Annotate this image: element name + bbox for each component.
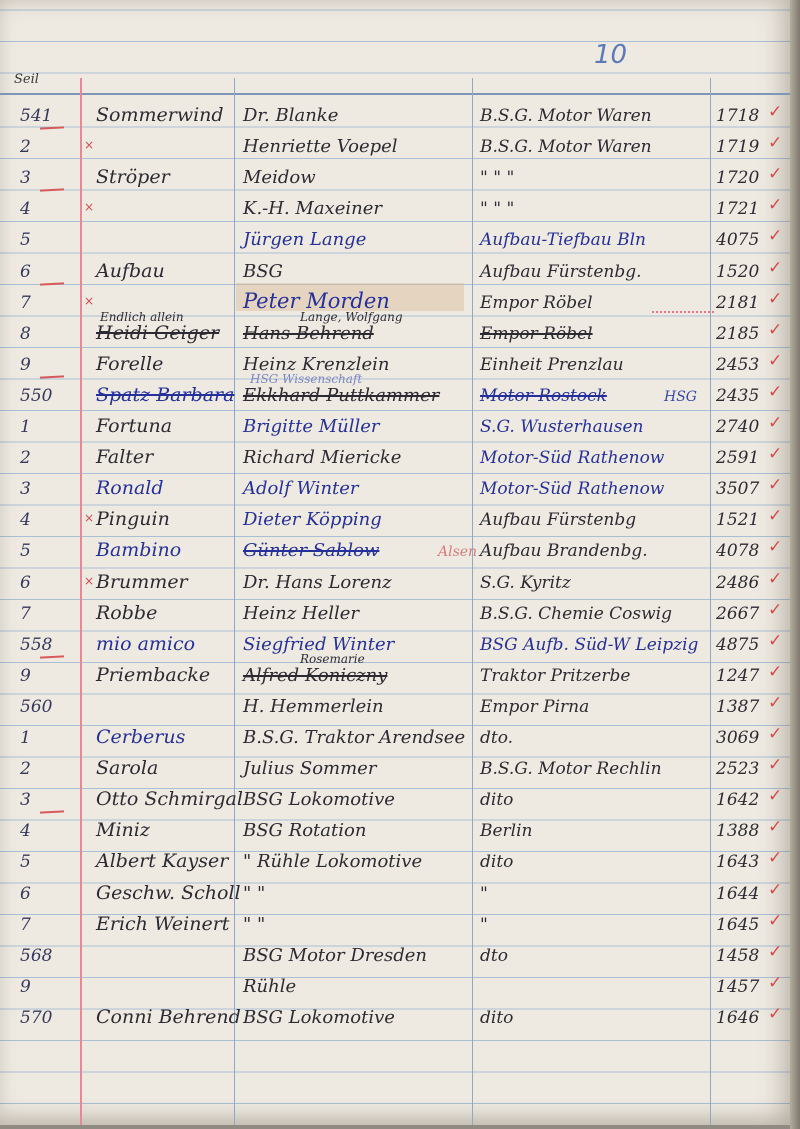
owner-name: Günter Sablow bbox=[243, 540, 380, 562]
row-number: 8 bbox=[20, 323, 31, 344]
row-number: 568 bbox=[20, 945, 53, 966]
check-mark-icon: ✓ bbox=[768, 848, 783, 869]
row-number: 1 bbox=[20, 417, 31, 437]
row-number: 7 bbox=[20, 914, 31, 935]
owner-name: BSG Lokomotive bbox=[243, 789, 395, 811]
table-row bbox=[0, 533, 790, 563]
club-name: S.G. Kyritz bbox=[480, 572, 571, 593]
club-name: " " " bbox=[480, 199, 515, 220]
check-mark-icon: ✓ bbox=[768, 630, 783, 651]
registration-number: 2453 bbox=[716, 354, 760, 375]
club-name: Berlin bbox=[480, 821, 533, 842]
row-number: 7 bbox=[20, 292, 31, 313]
boat-name: Fortuna bbox=[96, 415, 173, 437]
boat-name: Aufbau bbox=[96, 259, 165, 282]
row-number: 550 bbox=[20, 385, 53, 406]
table-row bbox=[0, 191, 790, 221]
owner-name: Meidow bbox=[243, 167, 316, 189]
owner-name-correction: Rosemarie bbox=[300, 651, 365, 666]
owner-name: BSG Rotation bbox=[243, 820, 367, 842]
boat-name: Cerberus bbox=[96, 726, 186, 748]
registration-number: 1457 bbox=[716, 976, 760, 997]
table-row bbox=[0, 969, 790, 999]
registration-number: 1642 bbox=[716, 790, 760, 811]
owner-name: Alfred Koniczny bbox=[243, 664, 388, 686]
boat-name: Ströper bbox=[96, 166, 170, 189]
check-mark-icon: ✓ bbox=[768, 910, 783, 931]
table-row bbox=[0, 876, 790, 906]
owner-name: Heinz Heller bbox=[243, 602, 360, 624]
club-name: B.S.G. Motor Waren bbox=[480, 106, 652, 126]
registration-number: 1520 bbox=[716, 261, 760, 282]
owner-name: Julius Sommer bbox=[243, 758, 377, 780]
boat-name: Sommerwind bbox=[96, 104, 224, 126]
table-row bbox=[0, 1000, 790, 1030]
club-name: dto. bbox=[480, 728, 514, 748]
row-number: 2 bbox=[20, 759, 31, 780]
club-name: " bbox=[480, 914, 488, 935]
registration-number: 2523 bbox=[716, 759, 760, 780]
registration-number: 1388 bbox=[716, 821, 760, 842]
owner-name: Dr. Hans Lorenz bbox=[243, 571, 392, 593]
boat-name: Brummer bbox=[96, 570, 188, 593]
owner-name: Dr. Blanke bbox=[243, 105, 339, 126]
check-mark-icon: ✓ bbox=[768, 350, 783, 371]
owner-name: Siegfried Winter bbox=[243, 633, 395, 655]
row-number: 4 bbox=[20, 821, 31, 842]
owner-name: Jürgen Lange bbox=[243, 229, 367, 251]
table-row bbox=[0, 844, 790, 874]
cross-mark-icon: × bbox=[84, 138, 95, 153]
owner-name: Rühle bbox=[243, 975, 297, 997]
club-name: Aufbau-Tiefbau Bln bbox=[480, 230, 646, 251]
row-number: 3 bbox=[20, 168, 31, 189]
club-name: Motor-Süd Rathenow bbox=[480, 479, 665, 500]
owner-name: Hans Behrend bbox=[243, 322, 374, 344]
registration-number: 2181 bbox=[716, 292, 760, 313]
club-name: Empor Röbel bbox=[480, 323, 593, 344]
table-row bbox=[0, 440, 790, 470]
check-mark-icon: ✓ bbox=[768, 288, 783, 309]
check-mark-icon: ✓ bbox=[768, 195, 783, 216]
check-mark-icon: ✓ bbox=[768, 661, 783, 682]
owner-name: K.-H. Maxeiner bbox=[243, 198, 382, 220]
table-row bbox=[0, 222, 790, 252]
club-name: dto bbox=[480, 945, 508, 966]
boat-name: Sarola bbox=[96, 757, 159, 780]
boat-name: Bambino bbox=[96, 539, 182, 562]
check-mark-icon: ✓ bbox=[768, 972, 783, 993]
club-annotation: HSG bbox=[664, 388, 697, 405]
boat-name: Geschw. Scholl bbox=[96, 881, 241, 904]
boat-name: Priembacke bbox=[96, 663, 211, 686]
registration-number: 2740 bbox=[716, 417, 760, 437]
row-number: 541 bbox=[20, 106, 53, 126]
table-row bbox=[0, 471, 790, 501]
boat-name: Spatz Barbara bbox=[96, 383, 235, 406]
registration-number: 1645 bbox=[716, 914, 760, 935]
table-row bbox=[0, 813, 790, 843]
row-number: 1 bbox=[20, 728, 31, 748]
registration-number: 1720 bbox=[716, 168, 760, 189]
table-row bbox=[0, 720, 790, 750]
registration-number: 4875 bbox=[716, 634, 760, 655]
row-number: 7 bbox=[20, 603, 31, 624]
row-number: 9 bbox=[20, 665, 31, 686]
club-name: Empor Pirna bbox=[480, 696, 590, 717]
boat-name: Miniz bbox=[96, 819, 150, 842]
row-number: 9 bbox=[20, 354, 31, 375]
check-mark-icon: ✓ bbox=[768, 941, 783, 962]
club-name: Empor Röbel bbox=[480, 292, 593, 313]
boat-name: Heidi Geiger bbox=[96, 321, 220, 344]
check-mark-icon: ✓ bbox=[768, 444, 783, 465]
club-name: Aufbau Brandenbg. bbox=[480, 541, 648, 562]
check-mark-icon: ✓ bbox=[768, 164, 783, 185]
owner-name: Adolf Winter bbox=[243, 478, 359, 500]
club-name: B.S.G. Chemie Coswig bbox=[480, 603, 672, 624]
owner-name: Heinz Krenzlein bbox=[243, 353, 390, 375]
registration-number: 4078 bbox=[716, 541, 760, 562]
registration-number: 1644 bbox=[716, 883, 760, 904]
cross-mark-icon: × bbox=[84, 200, 95, 215]
table-row bbox=[0, 782, 790, 812]
row-number: 6 bbox=[20, 261, 31, 282]
registration-number: 2486 bbox=[716, 572, 760, 593]
boat-name: Conni Behrend bbox=[96, 1005, 241, 1028]
check-mark-icon: ✓ bbox=[768, 257, 783, 278]
table-row bbox=[0, 565, 790, 595]
boat-name: Erich Weinert bbox=[96, 912, 230, 935]
table-row bbox=[0, 347, 790, 377]
table-row bbox=[0, 371, 790, 408]
boat-name: Ronald bbox=[96, 477, 164, 500]
row-number: 5 bbox=[20, 852, 31, 873]
row-number: 5 bbox=[20, 541, 31, 562]
club-name: S.G. Wusterhausen bbox=[480, 417, 644, 437]
club-name: " bbox=[480, 883, 488, 904]
owner-name-correction: Lange, Wolfgang bbox=[300, 309, 403, 324]
table-row bbox=[0, 938, 790, 968]
check-mark-icon: ✓ bbox=[768, 537, 783, 558]
boat-name: mio amico bbox=[96, 632, 196, 655]
row-number: 4 bbox=[20, 510, 31, 531]
owner-name: " " bbox=[243, 913, 266, 935]
owner-name-correction: HSG Wissenschaft bbox=[250, 371, 363, 386]
check-mark-icon: ✓ bbox=[768, 817, 783, 838]
registration-number: 2185 bbox=[716, 323, 760, 344]
row-number: 2 bbox=[20, 137, 31, 158]
check-mark-icon: ✓ bbox=[768, 568, 783, 589]
owner-name: " Rühle Lokomotive bbox=[243, 851, 423, 873]
registration-number: 3507 bbox=[716, 479, 760, 500]
club-name: Aufbau Fürstenbg. bbox=[480, 261, 642, 282]
club-name: Traktor Pritzerbe bbox=[480, 665, 631, 686]
table-row bbox=[0, 254, 790, 284]
check-mark-icon: ✓ bbox=[768, 319, 783, 340]
cross-mark-icon: × bbox=[84, 511, 95, 526]
club-name: Aufbau Fürstenbg bbox=[480, 510, 637, 531]
check-mark-icon: ✓ bbox=[768, 599, 783, 620]
registration-number: 4075 bbox=[716, 230, 760, 251]
row-number: 2 bbox=[20, 448, 31, 469]
registration-number: 1719 bbox=[716, 137, 760, 158]
row-number: 558 bbox=[20, 634, 53, 655]
owner-name: Brigitte Müller bbox=[243, 416, 380, 437]
check-mark-icon: ✓ bbox=[768, 724, 783, 744]
boat-name: Pinguin bbox=[96, 508, 170, 531]
registration-number: 3069 bbox=[716, 728, 760, 748]
check-mark-icon: ✓ bbox=[768, 475, 783, 496]
page-edge bbox=[790, 0, 800, 1129]
owner-name: Ekkhard Puttkammer bbox=[243, 384, 440, 406]
check-mark-icon: ✓ bbox=[768, 102, 783, 122]
club-name: Einheit Prenzlau bbox=[480, 354, 624, 375]
registration-number: 2435 bbox=[716, 385, 760, 406]
table-row bbox=[0, 409, 790, 439]
check-mark-icon: ✓ bbox=[768, 133, 783, 154]
registration-number: 1646 bbox=[716, 1007, 760, 1028]
page-number: 10 bbox=[594, 40, 628, 70]
club-name: dito bbox=[480, 1007, 514, 1028]
row-number: 3 bbox=[20, 479, 31, 500]
table-row bbox=[0, 160, 790, 190]
club-name: " " " bbox=[480, 168, 515, 189]
check-mark-icon: ✓ bbox=[768, 786, 783, 807]
check-mark-icon: ✓ bbox=[768, 755, 783, 776]
registration-number: 1458 bbox=[716, 945, 760, 966]
table-row bbox=[0, 689, 790, 719]
row-number: 560 bbox=[20, 696, 53, 717]
table-row bbox=[0, 309, 790, 346]
registration-number: 1387 bbox=[716, 696, 760, 717]
row-number: 9 bbox=[20, 976, 31, 997]
owner-name: Richard Miericke bbox=[243, 447, 402, 469]
cross-mark-icon: × bbox=[84, 293, 95, 308]
club-name: BSG Aufb. Süd-W Leipzig bbox=[480, 634, 699, 655]
table-row bbox=[0, 502, 790, 532]
row-number: 570 bbox=[20, 1007, 53, 1028]
table-row bbox=[0, 129, 790, 159]
table-row bbox=[0, 907, 790, 937]
row-number: 5 bbox=[20, 230, 31, 251]
header-rule bbox=[0, 93, 790, 95]
registration-number: 1521 bbox=[716, 510, 760, 531]
boat-name: Forelle bbox=[96, 352, 164, 375]
table-row bbox=[0, 651, 790, 688]
boat-name: Falter bbox=[96, 446, 154, 469]
check-mark-icon: ✓ bbox=[768, 381, 783, 402]
registration-number: 2667 bbox=[716, 603, 760, 624]
registration-number: 2591 bbox=[716, 448, 760, 469]
table-row bbox=[0, 98, 790, 128]
owner-name: H. Hemmerlein bbox=[243, 695, 384, 717]
owner-name: BSG Lokomotive bbox=[243, 1006, 395, 1028]
registration-number: 1721 bbox=[716, 199, 760, 220]
row-number: 4 bbox=[20, 199, 31, 220]
owner-name: BSG Motor Dresden bbox=[243, 944, 428, 966]
owner-name: Henriette Voepel bbox=[243, 136, 398, 158]
check-mark-icon: ✓ bbox=[768, 226, 783, 247]
boat-name: Albert Kayser bbox=[96, 850, 229, 873]
boat-name-correction: Endlich allein bbox=[100, 309, 184, 324]
header-label: Seil bbox=[14, 72, 39, 87]
check-mark-icon: ✓ bbox=[768, 1003, 783, 1024]
club-name: Motor-Süd Rathenow bbox=[480, 448, 665, 469]
registration-number: 1643 bbox=[716, 852, 760, 873]
club-name: Motor Rostock bbox=[480, 385, 607, 406]
row-number: 3 bbox=[20, 790, 31, 811]
owner-name: BSG bbox=[243, 260, 283, 282]
registration-number: 1247 bbox=[716, 665, 760, 686]
owner-annotation: Alsen bbox=[438, 544, 478, 561]
check-mark-icon: ✓ bbox=[768, 879, 783, 900]
table-row bbox=[0, 596, 790, 626]
table-row bbox=[0, 751, 790, 781]
cross-mark-icon: × bbox=[84, 573, 95, 588]
check-mark-icon: ✓ bbox=[768, 506, 783, 527]
owner-name: Peter Morden bbox=[243, 288, 390, 313]
check-mark-icon: ✓ bbox=[768, 413, 783, 433]
row-number: 6 bbox=[20, 572, 31, 593]
registration-number: 1718 bbox=[716, 106, 760, 126]
club-name: dito bbox=[480, 852, 514, 873]
boat-name: Otto Schmirgal bbox=[96, 788, 243, 811]
check-mark-icon: ✓ bbox=[768, 692, 783, 713]
club-name: B.S.G. Motor Waren bbox=[480, 137, 652, 158]
club-name: B.S.G. Motor Rechlin bbox=[480, 759, 662, 780]
boat-name: Robbe bbox=[96, 601, 158, 624]
owner-name: B.S.G. Traktor Arendsee bbox=[243, 727, 466, 748]
owner-name: " " bbox=[243, 882, 266, 904]
club-name: dito bbox=[480, 790, 514, 811]
table-row bbox=[0, 627, 790, 657]
owner-name: Dieter Köpping bbox=[243, 509, 382, 531]
row-number: 6 bbox=[20, 883, 31, 904]
